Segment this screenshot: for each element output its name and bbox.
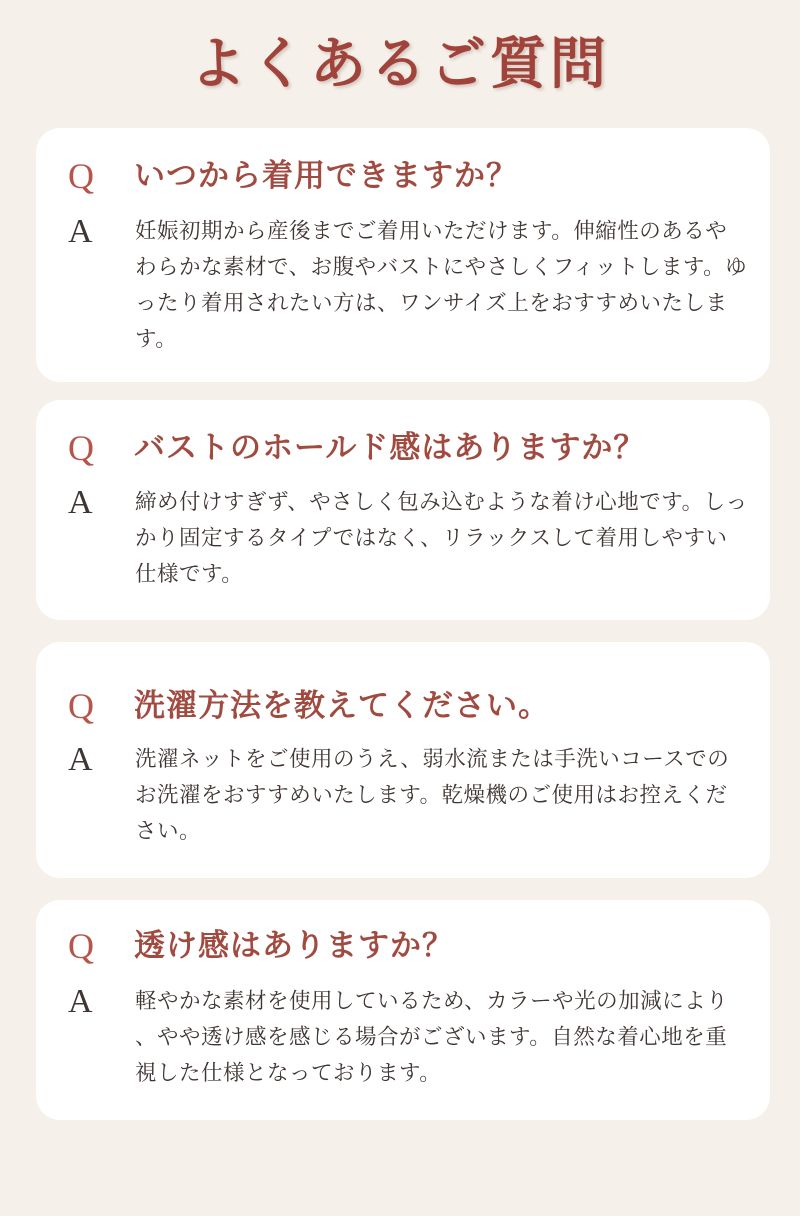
faq-item (36, 900, 770, 1120)
page-title: よくあるご質問 (190, 31, 610, 97)
faq-question: 透け感はありますか？ (134, 928, 454, 964)
faq-answer: 洗濯ネットをご使用のうえ、弱水流または手洗いコースでのお洗濯をおすすめいたします。乾燥機のご使用はお控えください。 (135, 747, 730, 844)
question-mark: Q (68, 686, 94, 726)
faq-question-row (36, 426, 770, 470)
answer-mark: A (68, 983, 93, 1020)
faq-answer: 妊娠初期から産後までご着用いただけます。伸縮性のあるやわらかな素材で、お腹やバストにやさしくフィットします。ゆったり着用されたい方は、ワンサイズ上をおすすめいたします。 (135, 219, 748, 352)
question-mark: Q (68, 926, 94, 966)
question-mark: Q (68, 428, 94, 468)
answer-mark: A (68, 741, 93, 778)
faq-item (36, 642, 770, 878)
faq-answer: 軽やかな素材を使用しているため、カラーや光の加減により、やや透け感を感じる場合がございます。自然な着心地を重視した仕様となっております。 (135, 989, 729, 1086)
answer-mark: A (68, 213, 93, 250)
faq-answer: 締め付けすぎず、やさしく包み込むような着け心地です。しっかり固定するタイプではなく、リラックスして着用しやすい仕様です。 (135, 490, 748, 587)
answer-mark: A (68, 484, 93, 521)
faq-item (36, 128, 770, 382)
faq-question-row (36, 154, 770, 198)
question-mark: Q (68, 156, 94, 196)
faq-question: いつから着用できますか？ (134, 158, 518, 194)
faq-question: 洗濯方法を教えてください。 (134, 688, 550, 724)
faq-item (36, 400, 770, 620)
faq-question-row (36, 924, 770, 968)
faq-question: バストのホールド感はありますか？ (134, 430, 646, 466)
faq-question-row (36, 684, 770, 728)
